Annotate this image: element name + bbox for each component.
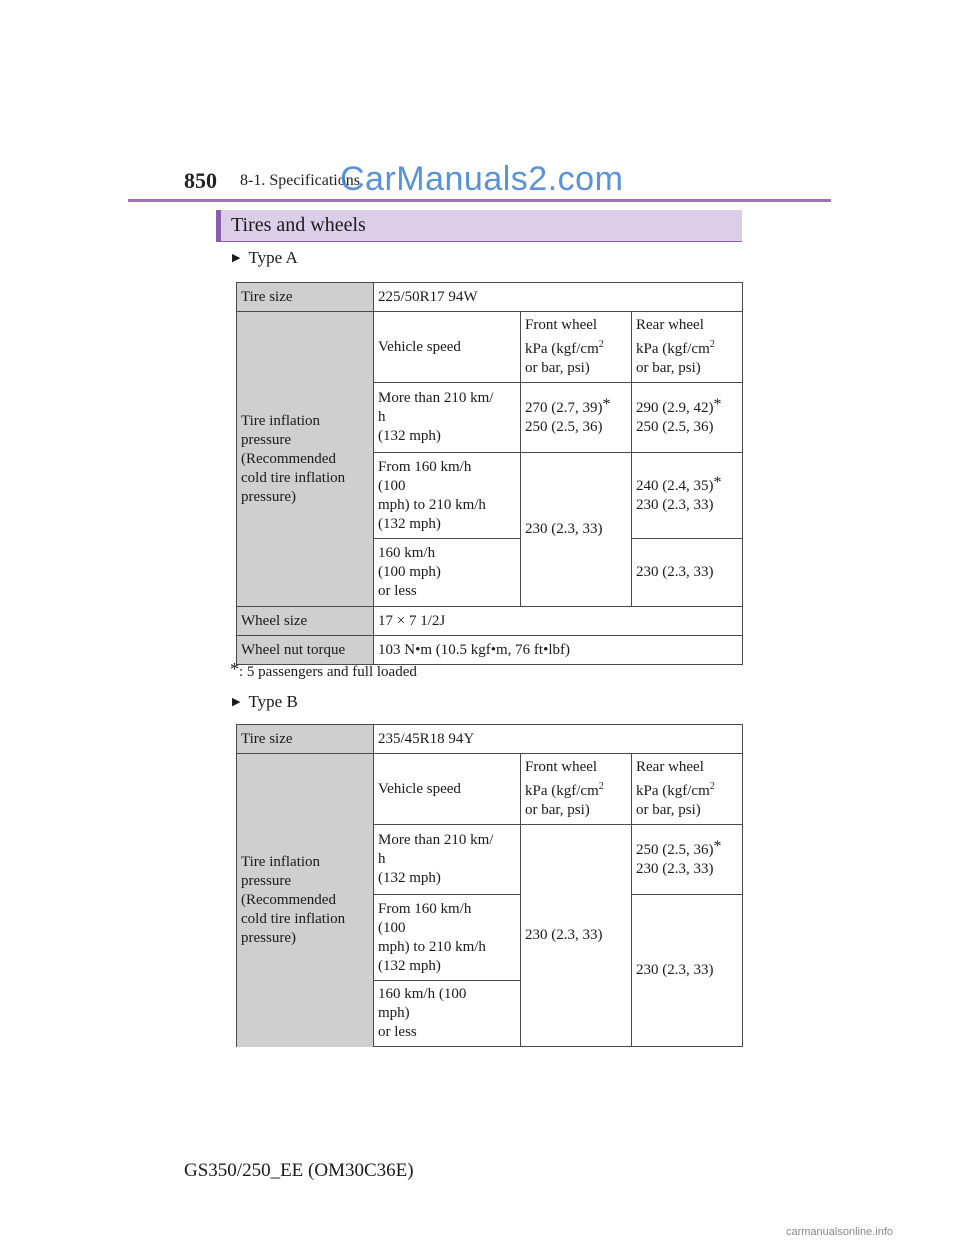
speed-cell: More than 210 km/ h (132 mph) <box>374 383 521 453</box>
rear-pressure-cell: 290 (2.9, 42)* 250 (2.5, 36) <box>632 383 743 453</box>
table-row <box>237 754 743 825</box>
speed-cell: From 160 km/h (100 mph) to 210 km/h (132 mph) <box>374 895 521 981</box>
wheel-size-value: 17 × 7 1/2J <box>374 607 743 636</box>
rear-wheel-header: Rear wheel kPa ($kgf/cm^2$ or bar, psi) <box>632 754 743 825</box>
section-breadcrumb: 8-1. Specifications <box>240 172 360 189</box>
table-row <box>237 283 743 312</box>
wheel-nut-torque-label: Wheel nut torque <box>237 636 374 665</box>
footnote-text: : 5 passengers and full loaded <box>239 664 417 680</box>
table-row <box>237 312 743 383</box>
section-title: Tires and wheels <box>216 210 742 242</box>
front-pressure-cell: 230 (2.3, 33) <box>521 453 632 607</box>
rear-pressure-cell: 250 (2.5, 36)* 230 (2.3, 33) <box>632 825 743 895</box>
speed-cell: 160 km/h (100 mph) or less <box>374 981 521 1047</box>
type-b-heading <box>232 692 298 712</box>
speed-cell: More than 210 km/ h (132 mph) <box>374 825 521 895</box>
tire-pressure-label: Tire inflation pressure (Recommended cold tire inflation pressure) <box>237 754 374 1047</box>
rear-wheel-header: Rear wheel kPa ($kgf/cm^2$ or bar, psi) <box>632 312 743 383</box>
type-b-table <box>236 724 743 1047</box>
footnote <box>230 660 417 681</box>
footer-model-code: GS350/250_EE (OM30C36E) <box>184 1160 414 1181</box>
footer-watermark: carmanualsonline.info <box>786 1226 894 1238</box>
asterisk-mark: * <box>230 659 239 679</box>
tire-pressure-label: Tire inflation pressure (Recommended cold tire inflation pressure) <box>237 312 374 607</box>
triangle-bullet-icon: ▶ <box>232 696 241 708</box>
speed-cell: From 160 km/h (100 mph) to 210 km/h (132 mph) <box>374 453 521 539</box>
tire-size-label: Tire size <box>237 725 374 754</box>
page-number: 850 <box>184 168 217 193</box>
rear-pressure-cell: 230 (2.3, 33) <box>632 895 743 1047</box>
rear-pressure-cell: 230 (2.3, 33) <box>632 539 743 607</box>
type-a-heading <box>232 248 298 268</box>
wheel-size-label: Wheel size <box>237 607 374 636</box>
front-pressure-cell: 230 (2.3, 33) <box>521 825 632 1047</box>
front-pressure-cell: 270 (2.7, 39)* 250 (2.5, 36) <box>521 383 632 453</box>
watermark-logo: CarManuals2.com <box>340 160 624 198</box>
type-b-label: Type B <box>248 692 298 711</box>
type-a-label: Type A <box>248 248 298 267</box>
tire-size-value: 225/50R17 94W <box>374 283 743 312</box>
speed-cell: 160 km/h (100 mph) or less <box>374 539 521 607</box>
vehicle-speed-header: Vehicle speed <box>374 754 521 825</box>
vehicle-speed-header: Vehicle speed <box>374 312 521 383</box>
triangle-bullet-icon: ▶ <box>232 252 241 264</box>
table-row <box>237 725 743 754</box>
tire-size-value: 235/45R18 94Y <box>374 725 743 754</box>
page-header <box>0 0 960 205</box>
rear-pressure-cell: 240 (2.4, 35)* 230 (2.3, 33) <box>632 453 743 539</box>
front-wheel-header: Front wheel kPa ($kgf/cm^2$ or bar, psi) <box>521 312 632 383</box>
tire-size-label: Tire size <box>237 283 374 312</box>
front-wheel-header: Front wheel kPa ($kgf/cm^2$ or bar, psi) <box>521 754 632 825</box>
table-row <box>237 607 743 636</box>
wheel-nut-torque-value: 103 N•m (10.5 kgf•m, 76 ft•lbf) <box>374 636 743 665</box>
header-divider <box>128 199 831 202</box>
type-a-table <box>236 282 743 665</box>
